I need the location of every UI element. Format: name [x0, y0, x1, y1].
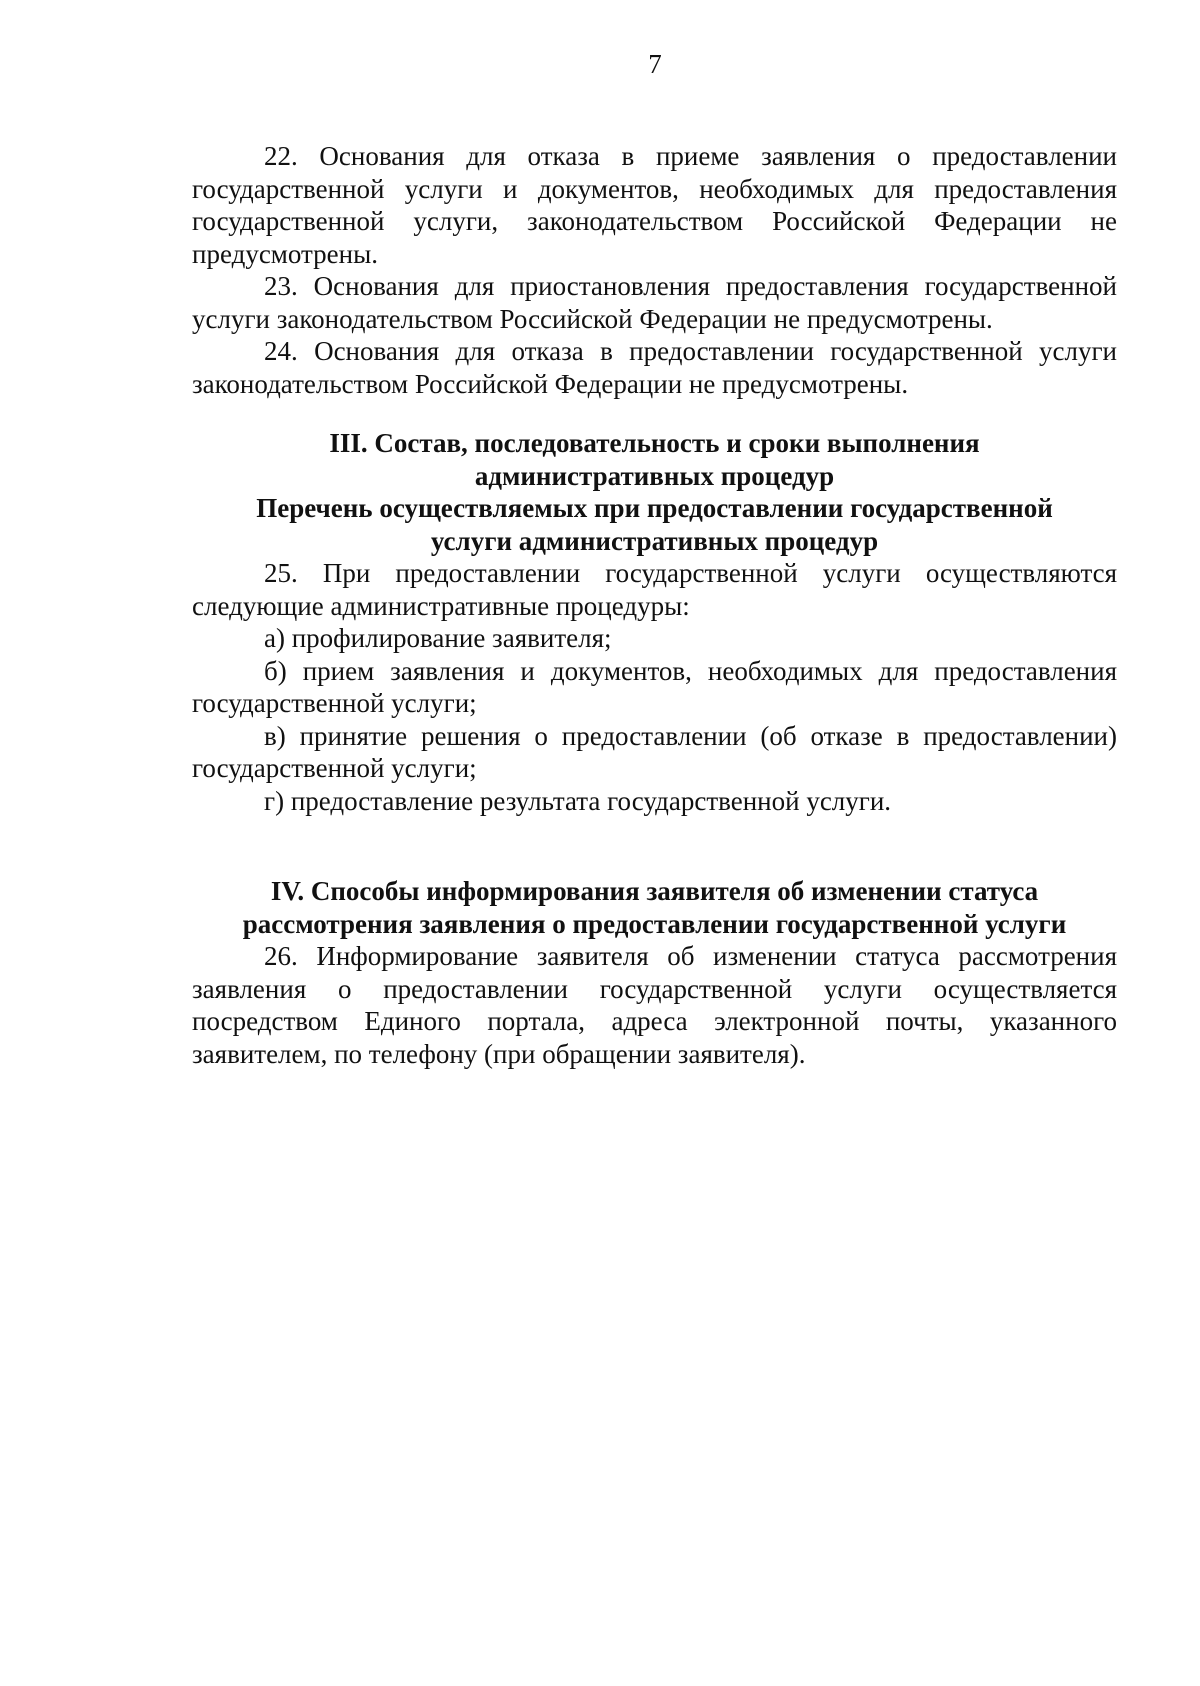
paragraph-24: 24. Основания для отказа в предоставлении государственной услуги законодательством Российской Федерации не предусмотрены. — [192, 336, 1117, 399]
section-4-title-line-1: IV. Способы информирования заявителя об изменении статуса — [270, 876, 1039, 906]
paragraph-22: 22. Основания для отказа в приеме заявления о предоставлении государственной услуги и документов, необходимых для предоставления государственной услуги, законодательством Российской Федерации не предусмотрены. — [192, 141, 1117, 269]
page-number: 7 — [648, 49, 662, 79]
list-item-v: в) принятие решения о предоставлении (об отказе в предоставлении) государственной услуги; — [192, 720, 1117, 783]
spacer — [192, 817, 1117, 875]
list-item-b: б) прием заявления и документов, необходимых для предоставления государственной услуги; — [192, 655, 1117, 718]
list-item-a: а) профилирование заявителя; — [264, 623, 612, 653]
section-4 — [192, 875, 1117, 1070]
section-3 — [192, 427, 1117, 817]
paragraph-25: 25. При предоставлении государственной услуги осуществляются следующие административные процедуры: — [192, 558, 1117, 621]
section-3-title-line-1: III. Состав, последовательность и сроки выполнения — [329, 428, 980, 458]
paragraph-23: 23. Основания для приостановления предоставления государственной услуги законодательством Российской Федерации не предусмотрены. — [192, 271, 1117, 334]
section-3-subtitle-line-1: Перечень осуществляемых при предоставлении государственной — [256, 493, 1053, 523]
section-4-title-line-2: рассмотрения заявления о предоставлении государственной услуги — [242, 908, 1067, 939]
section-3-title-line-2: административных процедур — [474, 460, 835, 491]
spacer — [192, 400, 1117, 427]
list-item-g: г) предоставление результата государственной услуги. — [264, 785, 892, 816]
section-3-subtitle-line-2: услуги административных процедур — [430, 525, 879, 556]
document-body — [192, 140, 1117, 1070]
paragraph-26: 26. Информирование заявителя об изменении статуса рассмотрения заявления о предоставлении государственной услуги осуществляется посредством Единого портала, адреса электронной почты, указанного заявителем, по телефону (при обращении заявителя). — [192, 941, 1117, 1069]
